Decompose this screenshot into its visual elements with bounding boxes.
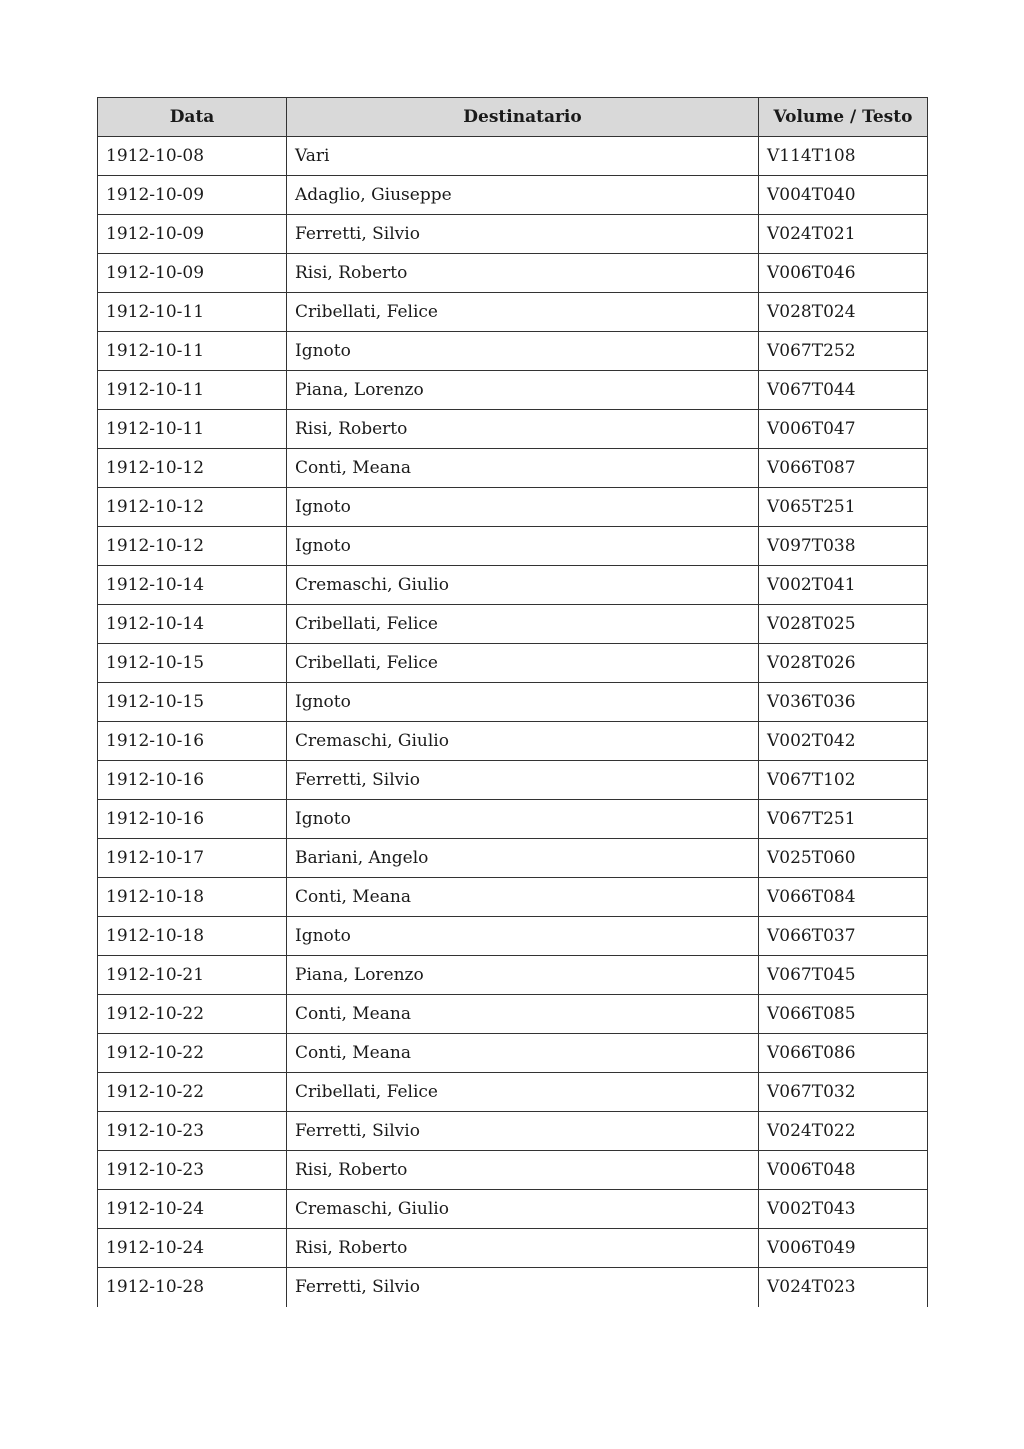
table-row xyxy=(98,527,928,566)
recipient-cell: Cremaschi, Giulio xyxy=(287,1190,759,1229)
recipient-cell: Risi, Roberto xyxy=(287,1229,759,1268)
date-cell: 1912-10-21 xyxy=(98,956,287,995)
table-row xyxy=(98,215,928,254)
recipient-cell: Conti, Meana xyxy=(287,995,759,1034)
volume-text-cell: V028T026 xyxy=(759,644,928,683)
table-row xyxy=(98,1151,928,1190)
table-header xyxy=(98,98,928,137)
table-row xyxy=(98,332,928,371)
table-row xyxy=(98,254,928,293)
volume-text-cell: V066T087 xyxy=(759,449,928,488)
volume-text-cell: V066T084 xyxy=(759,878,928,917)
date-cell: 1912-10-14 xyxy=(98,605,287,644)
table-row xyxy=(98,1112,928,1151)
volume-text-cell: V025T060 xyxy=(759,839,928,878)
volume-text-cell: V028T025 xyxy=(759,605,928,644)
recipient-cell: Conti, Meana xyxy=(287,878,759,917)
table-row xyxy=(98,410,928,449)
table-row xyxy=(98,488,928,527)
table-row xyxy=(98,1073,928,1112)
recipient-cell: Piana, Lorenzo xyxy=(287,371,759,410)
volume-text-cell: V006T046 xyxy=(759,254,928,293)
date-cell: 1912-10-24 xyxy=(98,1190,287,1229)
date-cell: 1912-10-28 xyxy=(98,1268,287,1307)
recipient-cell: Vari xyxy=(287,137,759,176)
volume-text-cell: V006T047 xyxy=(759,410,928,449)
table-row xyxy=(98,293,928,332)
letters-table xyxy=(97,97,928,1307)
volume-text-cell: V024T023 xyxy=(759,1268,928,1307)
recipient-cell: Cribellati, Felice xyxy=(287,605,759,644)
recipient-cell: Risi, Roberto xyxy=(287,254,759,293)
header-data: Data xyxy=(98,98,287,137)
recipient-cell: Ignoto xyxy=(287,488,759,527)
date-cell: 1912-10-22 xyxy=(98,1073,287,1112)
recipient-cell: Ignoto xyxy=(287,527,759,566)
recipient-cell: Conti, Meana xyxy=(287,449,759,488)
date-cell: 1912-10-11 xyxy=(98,332,287,371)
date-cell: 1912-10-11 xyxy=(98,293,287,332)
recipient-cell: Ferretti, Silvio xyxy=(287,761,759,800)
volume-text-cell: V004T040 xyxy=(759,176,928,215)
volume-text-cell: V067T102 xyxy=(759,761,928,800)
table-row xyxy=(98,371,928,410)
recipient-cell: Cribellati, Felice xyxy=(287,644,759,683)
recipient-cell: Cribellati, Felice xyxy=(287,1073,759,1112)
volume-text-cell: V002T043 xyxy=(759,1190,928,1229)
volume-text-cell: V067T032 xyxy=(759,1073,928,1112)
table-row xyxy=(98,878,928,917)
table-row xyxy=(98,1229,928,1268)
recipient-cell: Bariani, Angelo xyxy=(287,839,759,878)
date-cell: 1912-10-12 xyxy=(98,449,287,488)
recipient-cell: Ferretti, Silvio xyxy=(287,1112,759,1151)
table-row xyxy=(98,449,928,488)
table-row xyxy=(98,566,928,605)
header-row xyxy=(98,98,928,137)
date-cell: 1912-10-16 xyxy=(98,761,287,800)
volume-text-cell: V067T044 xyxy=(759,371,928,410)
recipient-cell: Ignoto xyxy=(287,917,759,956)
volume-text-cell: V002T041 xyxy=(759,566,928,605)
recipient-cell: Piana, Lorenzo xyxy=(287,956,759,995)
date-cell: 1912-10-09 xyxy=(98,215,287,254)
date-cell: 1912-10-12 xyxy=(98,527,287,566)
date-cell: 1912-10-24 xyxy=(98,1229,287,1268)
header-volume-testo: Volume / Testo xyxy=(759,98,928,137)
table-row xyxy=(98,995,928,1034)
date-cell: 1912-10-14 xyxy=(98,566,287,605)
date-cell: 1912-10-11 xyxy=(98,410,287,449)
table-body xyxy=(98,137,928,1307)
date-cell: 1912-10-08 xyxy=(98,137,287,176)
date-cell: 1912-10-22 xyxy=(98,1034,287,1073)
volume-text-cell: V066T037 xyxy=(759,917,928,956)
table-row xyxy=(98,839,928,878)
volume-text-cell: V006T049 xyxy=(759,1229,928,1268)
recipient-cell: Ignoto xyxy=(287,332,759,371)
volume-text-cell: V024T021 xyxy=(759,215,928,254)
volume-text-cell: V065T251 xyxy=(759,488,928,527)
date-cell: 1912-10-11 xyxy=(98,371,287,410)
date-cell: 1912-10-09 xyxy=(98,254,287,293)
table-row xyxy=(98,800,928,839)
volume-text-cell: V067T252 xyxy=(759,332,928,371)
date-cell: 1912-10-16 xyxy=(98,722,287,761)
table-row xyxy=(98,683,928,722)
recipient-cell: Ferretti, Silvio xyxy=(287,1268,759,1307)
volume-text-cell: V028T024 xyxy=(759,293,928,332)
recipient-cell: Conti, Meana xyxy=(287,1034,759,1073)
table-row xyxy=(98,956,928,995)
date-cell: 1912-10-22 xyxy=(98,995,287,1034)
volume-text-cell: V006T048 xyxy=(759,1151,928,1190)
volume-text-cell: V066T086 xyxy=(759,1034,928,1073)
date-cell: 1912-10-17 xyxy=(98,839,287,878)
table-row xyxy=(98,1268,928,1307)
date-cell: 1912-10-18 xyxy=(98,878,287,917)
recipient-cell: Ignoto xyxy=(287,800,759,839)
recipient-cell: Cremaschi, Giulio xyxy=(287,566,759,605)
volume-text-cell: V097T038 xyxy=(759,527,928,566)
volume-text-cell: V002T042 xyxy=(759,722,928,761)
date-cell: 1912-10-18 xyxy=(98,917,287,956)
volume-text-cell: V067T045 xyxy=(759,956,928,995)
recipient-cell: Ignoto xyxy=(287,683,759,722)
volume-text-cell: V024T022 xyxy=(759,1112,928,1151)
table-row xyxy=(98,605,928,644)
header-destinatario: Destinatario xyxy=(287,98,759,137)
date-cell: 1912-10-12 xyxy=(98,488,287,527)
recipient-cell: Risi, Roberto xyxy=(287,410,759,449)
volume-text-cell: V114T108 xyxy=(759,137,928,176)
table-row xyxy=(98,644,928,683)
date-cell: 1912-10-23 xyxy=(98,1112,287,1151)
table-row xyxy=(98,137,928,176)
table-row xyxy=(98,1190,928,1229)
table-row xyxy=(98,722,928,761)
recipient-cell: Adaglio, Giuseppe xyxy=(287,176,759,215)
table-row xyxy=(98,1034,928,1073)
date-cell: 1912-10-16 xyxy=(98,800,287,839)
date-cell: 1912-10-09 xyxy=(98,176,287,215)
volume-text-cell: V036T036 xyxy=(759,683,928,722)
date-cell: 1912-10-23 xyxy=(98,1151,287,1190)
recipient-cell: Cribellati, Felice xyxy=(287,293,759,332)
recipient-cell: Risi, Roberto xyxy=(287,1151,759,1190)
volume-text-cell: V067T251 xyxy=(759,800,928,839)
recipient-cell: Cremaschi, Giulio xyxy=(287,722,759,761)
volume-text-cell: V066T085 xyxy=(759,995,928,1034)
table-row xyxy=(98,176,928,215)
date-cell: 1912-10-15 xyxy=(98,644,287,683)
date-cell: 1912-10-15 xyxy=(98,683,287,722)
table-row xyxy=(98,917,928,956)
table-row xyxy=(98,761,928,800)
recipient-cell: Ferretti, Silvio xyxy=(287,215,759,254)
